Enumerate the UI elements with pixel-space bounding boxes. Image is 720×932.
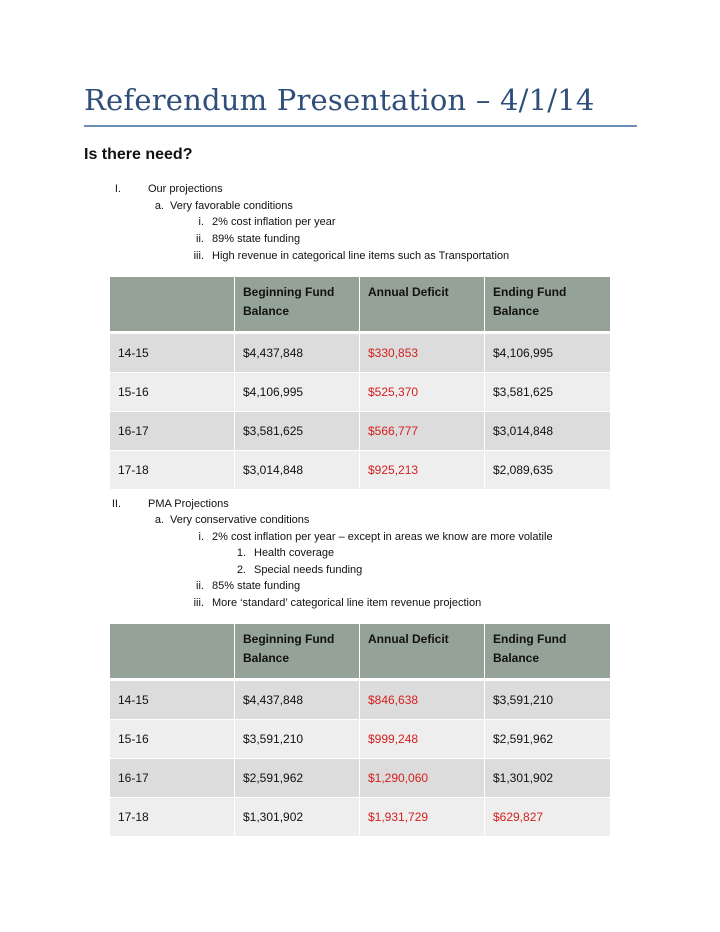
ending-cell: $3,014,848 [485, 412, 610, 451]
table-header-deficit: Annual Deficit [360, 624, 485, 681]
table-row [110, 681, 610, 720]
table-header-blank [110, 277, 235, 334]
deficit-cell: $1,290,060 [360, 759, 485, 798]
deficit-cell: $1,931,729 [360, 798, 485, 837]
list-marker: a. [154, 514, 164, 526]
table-row [110, 720, 610, 759]
list-item: PMA Projections [148, 498, 229, 510]
table-header-blank [110, 624, 235, 681]
table-row [110, 451, 610, 490]
list-item: 2% cost inflation per year [212, 216, 336, 228]
ending-cell: $3,581,625 [485, 373, 610, 412]
list-item: Very favorable conditions [170, 200, 293, 212]
list-marker: 1. [236, 547, 246, 559]
table-header-beginning: Beginning Fund Balance [235, 277, 360, 334]
ending-cell: $3,591,210 [485, 681, 610, 720]
table-row [110, 373, 610, 412]
deficit-cell: $330,853 [360, 334, 485, 373]
ending-cell: $2,089,635 [485, 451, 610, 490]
table-header-beginning: Beginning Fund Balance [235, 624, 360, 681]
ending-cell: $1,301,902 [485, 759, 610, 798]
table-row [110, 798, 610, 837]
list-marker: iii. [193, 250, 204, 262]
document-title: Referendum Presentation – 4/1/14 [84, 83, 595, 117]
list-item: High revenue in categorical line items such as Transportation [212, 250, 510, 262]
projection-table-ours [110, 277, 610, 490]
table-header-ending: Ending Fund Balance [485, 277, 610, 334]
list-marker: a. [154, 200, 164, 212]
list-marker: II. [111, 498, 121, 510]
beginning-cell: $4,106,995 [235, 373, 360, 412]
list-item: Health coverage [254, 547, 335, 559]
beginning-cell: $2,591,962 [235, 759, 360, 798]
beginning-cell: $4,437,848 [235, 681, 360, 720]
list-marker: i. [198, 216, 204, 228]
ending-cell: $629,827 [485, 798, 610, 837]
list-item: More ‘standard’ categorical line item revenue projection [212, 597, 482, 609]
year-cell: 14-15 [110, 334, 235, 373]
list-marker: i. [198, 531, 204, 543]
list-marker: ii. [196, 580, 204, 592]
year-cell: 15-16 [110, 720, 235, 759]
deficit-cell: $925,213 [360, 451, 485, 490]
table-header-ending: Ending Fund Balance [485, 624, 610, 681]
projection-table-pma [110, 624, 610, 837]
year-cell: 16-17 [110, 759, 235, 798]
table-row [110, 412, 610, 451]
beginning-cell: $3,581,625 [235, 412, 360, 451]
ending-cell: $2,591,962 [485, 720, 610, 759]
list-item: Very conservative conditions [170, 514, 310, 526]
list-item: Special needs funding [254, 564, 363, 576]
year-cell: 16-17 [110, 412, 235, 451]
table-row [110, 334, 610, 373]
beginning-cell: $3,014,848 [235, 451, 360, 490]
beginning-cell: $3,591,210 [235, 720, 360, 759]
table-row [110, 759, 610, 798]
deficit-cell: $846,638 [360, 681, 485, 720]
section-heading: Is there need? [84, 146, 193, 163]
table-header-deficit: Annual Deficit [360, 277, 485, 334]
list-item: 2% cost inflation per year – except in areas we know are more volatile [212, 531, 553, 543]
year-cell: 14-15 [110, 681, 235, 720]
list-marker: ii. [196, 233, 204, 245]
title-rule [84, 125, 637, 127]
deficit-cell: $999,248 [360, 720, 485, 759]
deficit-cell: $566,777 [360, 412, 485, 451]
year-cell: 17-18 [110, 451, 235, 490]
beginning-cell: $1,301,902 [235, 798, 360, 837]
list-marker: iii. [193, 597, 204, 609]
ending-cell: $4,106,995 [485, 334, 610, 373]
list-marker: I. [114, 183, 121, 195]
list-item: 85% state funding [212, 580, 301, 592]
deficit-cell: $525,370 [360, 373, 485, 412]
year-cell: 17-18 [110, 798, 235, 837]
beginning-cell: $4,437,848 [235, 334, 360, 373]
year-cell: 15-16 [110, 373, 235, 412]
list-item: 89% state funding [212, 233, 301, 245]
list-marker: 2. [236, 564, 246, 576]
list-item: Our projections [148, 183, 223, 195]
